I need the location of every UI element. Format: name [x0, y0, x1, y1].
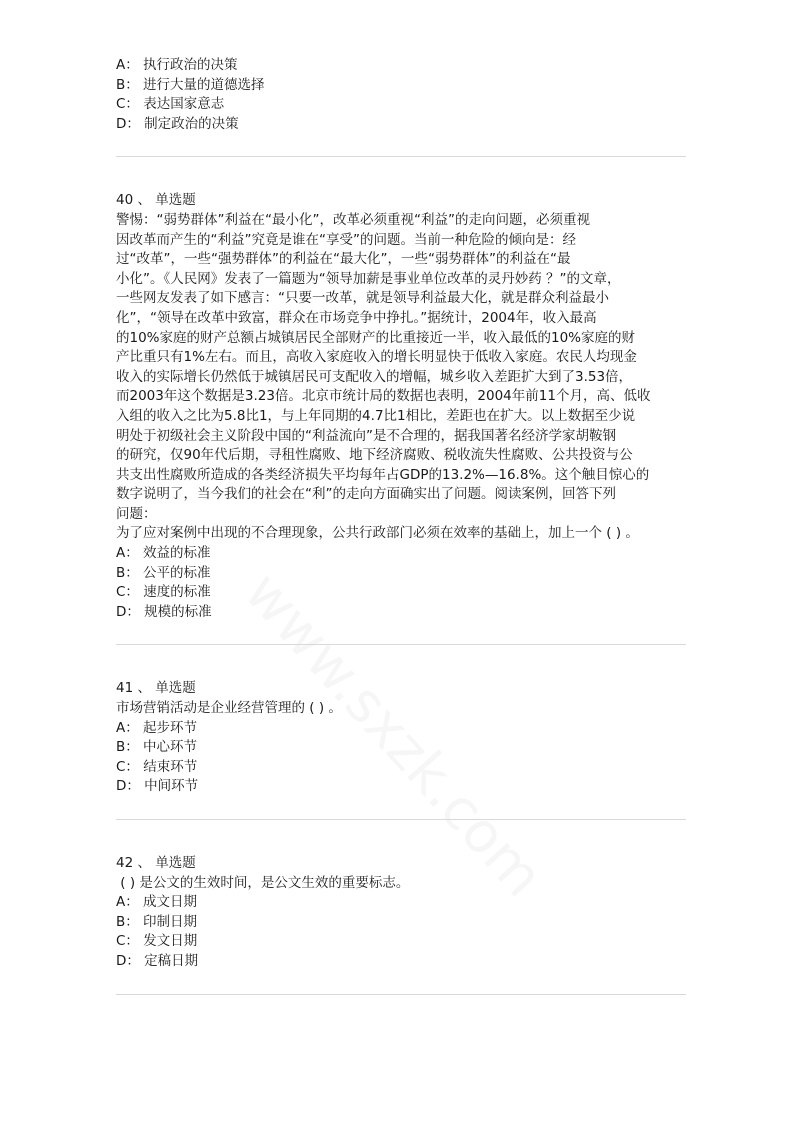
question-header: 41 、 单选题: [116, 680, 196, 697]
question-header: 42 、 单选题: [116, 855, 196, 871]
passage-line: 的研究，仅90年代后期，寻租性腐败、地下经济腐败、税收流失性腐败、公共投资与公: [116, 447, 633, 464]
document-page: [116, 56, 686, 1029]
divider: [116, 819, 686, 820]
passage-line: 过“改革”，一些“强势群体”的利益在“最大化”，一些“弱势群体”的利益在“最: [116, 251, 571, 268]
case-passage: [116, 211, 686, 525]
option-c[interactable]: C： 速度的标准: [116, 584, 211, 601]
passage-line: 问题：: [116, 505, 157, 522]
option-a[interactable]: A： 成文日期: [116, 894, 198, 911]
question-text: 市场营销活动是企业经营管理的 ( ) 。: [116, 700, 342, 717]
question-text: ( ) 是公文的生效时间，是公文生效的重要标志。: [116, 874, 410, 891]
passage-line: 产比重只有1%左右。而且，高收入家庭收入的增长明显快于低收入家庭。农民人均现金: [116, 349, 637, 366]
option-b[interactable]: B： 印制日期: [116, 913, 198, 930]
divider: [116, 994, 686, 995]
passage-line: 一些网友发表了如下感言：“只要一改革，就是领导利益最大化，就是群众利益最小: [116, 290, 609, 307]
option-c[interactable]: C： 表达国家意志: [116, 96, 225, 113]
divider: [116, 156, 686, 157]
option-d[interactable]: D： 规模的标准: [116, 603, 212, 620]
passage-line: 的10%家庭的财产总额占城镇居民全部财产的比重接近一半，收入最低的10%家庭的财: [116, 329, 636, 346]
option-b[interactable]: B： 中心环节: [116, 739, 198, 756]
passage-line: 警惕：“弱势群体”利益在“最小化”，改革必须重视“利益”的走向问题，必须重视: [116, 211, 590, 228]
option-b[interactable]: B： 进行大量的道德选择: [116, 76, 265, 93]
passage-line: 化”，“领导在改革中致富，群众在市场竞争中挣扎。”据统计，2004年，收入最高: [116, 309, 597, 326]
option-b[interactable]: B： 公平的标准: [116, 564, 211, 581]
option-d[interactable]: D： 制定政治的决策: [116, 115, 239, 132]
passage-line: 明处于初级社会主义阶段中国的“利益流向”是不合理的，据我国著名经济学家胡鞍钢: [116, 427, 616, 444]
passage-line: 因改革而产生的“利益”究竟是谁在“享受”的问题。当前一种危险的倾向是：经: [116, 231, 576, 248]
option-a[interactable]: A： 起步环节: [116, 719, 198, 736]
option-d[interactable]: D： 中间环节: [116, 778, 199, 795]
question-42: [116, 854, 686, 972]
passage-line: 而2003年这个数据是3.23倍。北京市统计局的数据也表明，2004年前11个月，高、低收: [116, 388, 651, 405]
question-header: 40 、 单选题: [116, 192, 196, 209]
passage-line: 数字说明了，当今我们的社会在“利”的走向方面确实出了问题。阅读案例，回答下列: [116, 486, 616, 503]
passage-line: 收入的实际增长仍然低于城镇居民可支配收入的增幅，城乡收入差距扩大到了3.53倍，: [116, 368, 633, 385]
question-39-options: [116, 56, 686, 134]
question-40: [116, 191, 686, 622]
divider: [116, 644, 686, 645]
question-41: [116, 679, 686, 797]
option-c[interactable]: C： 结束环节: [116, 758, 198, 775]
option-c[interactable]: C： 发文日期: [116, 933, 198, 950]
option-a[interactable]: A： 效益的标准: [116, 545, 211, 562]
passage-line: 小化”。《人民网》发表了一篇题为“领导加薪是事业单位改革的灵丹妙药 ？”的文章，: [116, 270, 621, 287]
passage-line: 入组的收入之比为5.8比1，与上年同期的4.7比1相比，差距也在扩大。以上数据至少说: [116, 407, 636, 424]
passage-line: 共支出性腐败所造成的各类经济损失平均每年占GDP的13.2%—16.8%。这个触目惊心的: [116, 466, 650, 483]
question-text: 为了应对案例中出现的不合理现象，公共行政部门必须在效率的基础上，加上一个 ( ) 。: [116, 525, 639, 542]
option-a[interactable]: A： 执行政治的决策: [116, 57, 238, 73]
option-d[interactable]: D： 定稿日期: [116, 952, 199, 969]
